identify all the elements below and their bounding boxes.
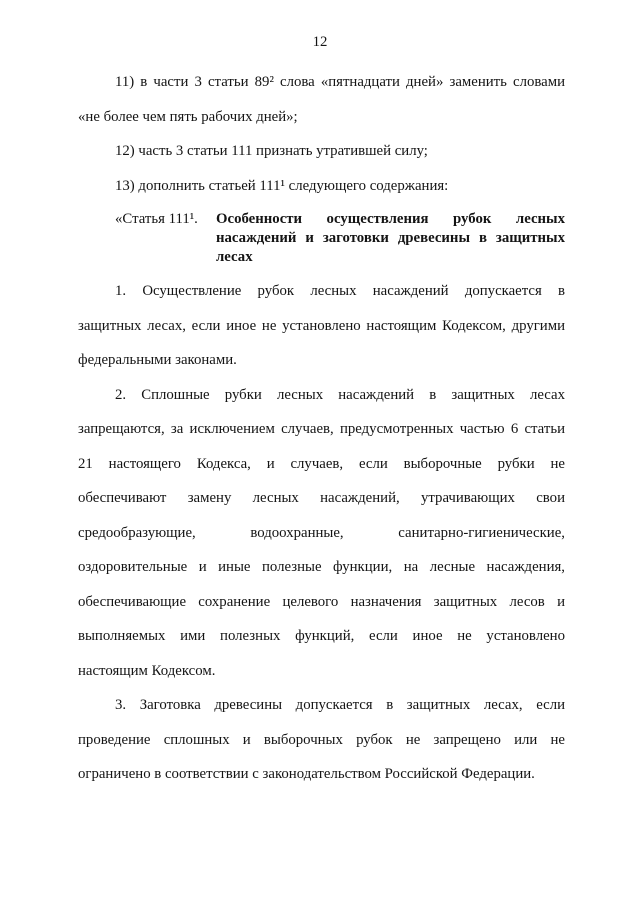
paragraph-line: федеральными законами. [78,352,237,368]
list-item-12 [78,134,565,169]
paragraph-line: 3. Заготовка древесины допускается в защитных лесах, если [115,697,565,713]
paragraph-line: защитных лесах, если иное не установлено настоящим Кодексом, другими [78,317,565,334]
paragraph-line: проведение сплошных и выборочных рубок не запрещено или не [78,731,565,748]
item-line: 12) часть 3 статьи 111 признать утратившей силу; [115,143,428,159]
paragraph-line: оздоровительные и иные полезные функции, на лесные насаждения, [78,559,565,575]
item-line: 13) дополнить статьей 111¹ следующего содержания: [115,177,449,194]
article-title [216,210,565,267]
paragraph-line: запрещаются, за исключением случаев, предусмотренных частью 6 статьи [78,421,565,437]
paragraph-line: 21 настоящего Кодекса, и случаев, если выборочные рубки не [78,455,565,472]
title-line: Особенности осуществления рубок лесных [216,211,565,227]
paragraph-line: настоящим Кодексом. [78,662,216,679]
list-item-11 [78,65,565,134]
paragraph-line: обеспечивают замену лесных насаждений, утрачивающих свои [78,490,565,506]
paragraph-line: ограничено в соответствии с законодательством Российской Федерации. [78,766,535,782]
article-paragraph-2 [78,378,565,689]
article-paragraph-3 [78,688,565,792]
article-paragraph-1 [78,274,565,378]
paragraph-line: обеспечивающие сохранение целевого назначения защитных лесов и [78,593,565,610]
paragraph-line: средообразующие, водоохранные, санитарно-гигиенические, [78,524,565,541]
list-item-13 [78,169,565,204]
title-line: лесах [216,249,253,265]
article-heading [78,210,565,267]
paragraph-line: 2. Сплошные рубки лесных насаждений в защитных лесах [115,386,565,403]
item-line: 11) в части 3 статьи 89² слова «пятнадцати дней» заменить словами [115,74,565,90]
article-label: «Статья 111¹. [115,211,198,227]
page-number: 12 [312,34,328,50]
paragraph-line: выполняемых ими полезных функций, если иное не установлено [78,628,565,644]
paragraph-line: 1. Осуществление рубок лесных насаждений допускается в [115,283,565,299]
document-body [78,65,565,792]
title-line: насаждений и заготовки древесины в защитных [216,230,565,246]
item-line: «не более чем пять рабочих дней»; [78,108,298,125]
